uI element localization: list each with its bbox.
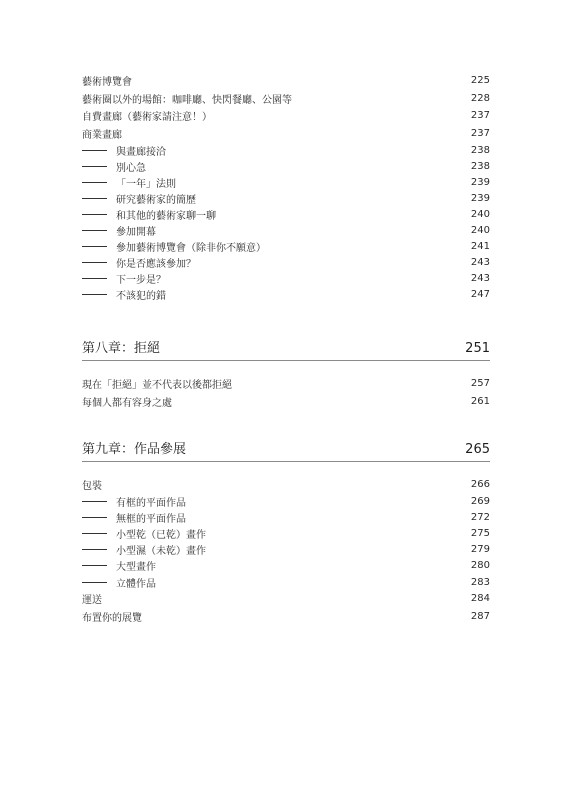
toc-entry	[82, 271, 490, 287]
entry-page-number: 240	[470, 225, 490, 237]
entry-page-number: 283	[470, 576, 490, 588]
toc-entry	[82, 107, 490, 125]
entry-dash	[82, 246, 107, 247]
chapter-9-divider	[82, 461, 490, 462]
toc-chapter-9	[82, 476, 490, 625]
entry-dash	[82, 198, 107, 199]
entry-title: 小型乾（已乾）畫作	[116, 530, 206, 542]
entry-title: 包裝	[82, 481, 102, 493]
entry-title: 下一步是？	[116, 275, 166, 287]
entry-title: 自費畫廊（藝術家請注意！）	[82, 112, 212, 124]
entry-title: 立體作品	[116, 578, 156, 590]
toc-entry	[82, 255, 490, 271]
entry-page-number: 240	[470, 208, 490, 220]
entry-title: 不該犯的錯	[116, 291, 166, 303]
entry-page-number: 257	[470, 378, 490, 390]
entry-dash	[82, 549, 107, 550]
toc-entry	[82, 190, 490, 206]
toc-entry	[82, 239, 490, 255]
entry-title: 大型畫作	[116, 562, 156, 574]
toc-entry	[82, 526, 490, 542]
entry-page-number: 239	[470, 176, 490, 188]
chapter-page-number: 251	[465, 341, 490, 356]
entry-page-number: 243	[470, 273, 490, 285]
entry-dash	[82, 294, 107, 295]
entry-page-number: 266	[470, 479, 490, 491]
entry-title: 參加開幕	[116, 227, 156, 239]
toc-entry	[82, 72, 490, 90]
chapter-page-number: 265	[465, 442, 490, 457]
entry-page-number: 275	[470, 528, 490, 540]
entry-title: 參加藝術博覽會（除非你不願意）	[116, 243, 266, 255]
entry-page-number: 261	[470, 395, 490, 407]
entry-dash	[82, 150, 107, 151]
toc-entry	[82, 393, 490, 411]
entry-title: 你是否應該參加？	[116, 259, 196, 271]
toc-section-continued	[82, 72, 490, 303]
entry-title: 別心急	[116, 162, 146, 174]
toc-entry	[82, 222, 490, 238]
entry-title: 布置你的展覽	[82, 612, 142, 624]
toc-entry	[82, 590, 490, 608]
entry-title: 每個人都有容身之處	[82, 397, 172, 409]
entry-page-number: 243	[470, 257, 490, 269]
entry-dash	[82, 214, 107, 215]
entry-title: 無框的平面作品	[116, 514, 186, 526]
toc-entry	[82, 174, 490, 190]
entry-page-number: 238	[470, 160, 490, 172]
entry-page-number: 237	[470, 110, 490, 122]
entry-page-number: 284	[470, 593, 490, 605]
entry-title: 和其他的藝術家聊一聊	[116, 210, 216, 222]
chapter-title: 第八章：拒絕	[82, 341, 161, 356]
chapter-title: 第九章：作品參展	[82, 442, 187, 457]
entry-dash	[82, 533, 107, 534]
entry-page-number: 228	[470, 92, 490, 104]
chapter-9-heading	[82, 435, 490, 457]
entry-page-number: 280	[470, 560, 490, 572]
toc-entry	[82, 510, 490, 526]
toc-entry	[82, 287, 490, 303]
entry-dash	[82, 582, 107, 583]
chapter-8-heading	[82, 334, 490, 356]
toc-entry	[82, 476, 490, 494]
entry-title: 研究藝術家的簡歷	[116, 194, 196, 206]
entry-page-number: 247	[470, 289, 490, 301]
toc-entry	[82, 494, 490, 510]
toc-entry	[82, 558, 490, 574]
entry-title: 商業畫廊	[82, 129, 122, 141]
toc-entry	[82, 542, 490, 558]
toc-entry	[82, 158, 490, 174]
chapter-8-divider	[82, 360, 490, 361]
entry-dash	[82, 262, 107, 263]
entry-page-number: 237	[470, 127, 490, 139]
toc-entry	[82, 206, 490, 222]
entry-dash	[82, 278, 107, 279]
entry-page-number: 225	[470, 75, 490, 87]
entry-title: 現在「拒絕」並不代表以後都拒絕	[82, 380, 232, 392]
toc-entry	[82, 574, 490, 590]
entry-page-number: 239	[470, 192, 490, 204]
toc-entry	[82, 125, 490, 143]
entry-title: 有框的平面作品	[116, 498, 186, 510]
entry-dash	[82, 565, 107, 566]
entry-title: 「一年」法則	[116, 178, 176, 190]
toc-entry	[82, 142, 490, 158]
entry-title: 與畫廊接洽	[116, 146, 166, 158]
entry-dash	[82, 517, 107, 518]
entry-page-number: 269	[470, 496, 490, 508]
entry-dash	[82, 166, 107, 167]
entry-title: 藝術博覽會	[82, 77, 132, 89]
entry-title: 小型濕（未乾）畫作	[116, 546, 206, 558]
entry-dash	[82, 182, 107, 183]
toc-entry	[82, 375, 490, 393]
toc-chapter-8	[82, 375, 490, 410]
toc-entry	[82, 608, 490, 626]
entry-page-number: 272	[470, 512, 490, 524]
entry-page-number: 238	[470, 144, 490, 156]
entry-page-number: 279	[470, 544, 490, 556]
entry-title: 藝術圈以外的場館：咖啡廳、快閃餐廳、公園等	[82, 94, 292, 106]
entry-page-number: 241	[470, 241, 490, 253]
entry-dash	[82, 230, 107, 231]
toc-entry	[82, 90, 490, 108]
entry-dash	[82, 501, 107, 502]
entry-page-number: 287	[470, 610, 490, 622]
entry-title: 運送	[82, 595, 102, 607]
